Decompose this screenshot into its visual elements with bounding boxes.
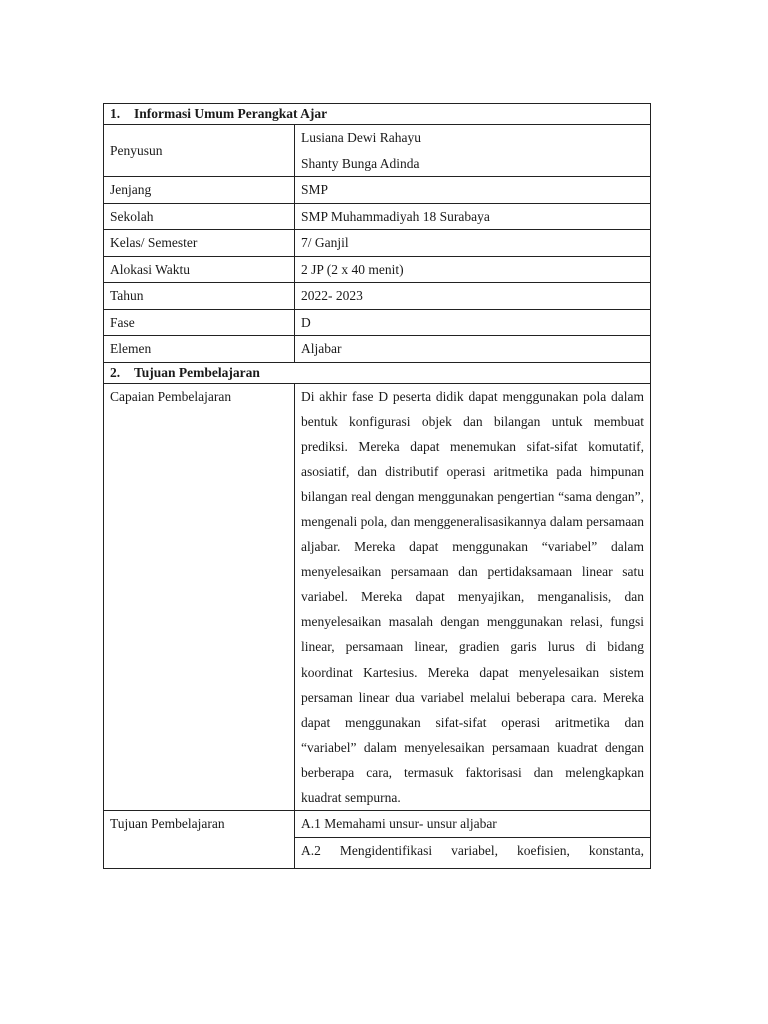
info-value: 7/ Ganjil bbox=[295, 230, 651, 257]
info-value: D bbox=[295, 309, 651, 336]
tujuan-row-1 bbox=[104, 811, 651, 838]
info-value: SMP bbox=[295, 177, 651, 204]
capaian-row bbox=[104, 383, 651, 811]
info-label: Alokasi Waktu bbox=[104, 256, 295, 283]
info-row-jenjang bbox=[104, 177, 651, 204]
info-row-kelas bbox=[104, 230, 651, 257]
section-2-header-row bbox=[104, 362, 651, 383]
capaian-text: Di akhir fase D peserta didik dapat menggunakan pola dalam bentuk konfigurasi objek dan bilangan untuk membuat prediksi. Mereka dapat menemukan sifat-sifat komutatif, asosiatif, dan distributif operasi aritmetika pada himpunan bilangan real dengan menggunakan pengertian “sama dengan”, mengenali pola, dan menggeneralisasikannya dalam persamaan aljabar. Mereka dapat menggunakan “variabel” dalam menyelesaikan persamaan dan pertidaksamaan linear satu variabel. Mereka dapat menyajikan, menganalisis, dan menyelesaikan masalah dengan menggunakan relasi, fungsi linear, persamaan linear, gradien garis lurus di bidang koordinat Kartesius. Mereka dapat menyelesaikan sistem persaman linear dua variabel melalui beberapa cara. Mereka dapat menggunakan sifat-sifat operasi aritmetika dan “variabel” dalam menyelesaikan persamaan kuadrat dengan berberapa cara, termasuk faktorisasi dan melengkapkan kuadrat sempurna. bbox=[295, 383, 651, 811]
info-row-sekolah bbox=[104, 203, 651, 230]
tujuan-label: Tujuan Pembelajaran bbox=[104, 811, 295, 869]
author-name: Shanty Bunga Adinda bbox=[301, 155, 420, 171]
section-2-title: Tujuan Pembelajaran bbox=[134, 364, 260, 380]
capaian-label: Capaian Pembelajaran bbox=[104, 383, 295, 811]
info-label: Sekolah bbox=[104, 203, 295, 230]
info-label: Elemen bbox=[104, 336, 295, 363]
info-label: Fase bbox=[104, 309, 295, 336]
info-row-penyusun bbox=[104, 125, 651, 177]
section-2-header bbox=[104, 362, 651, 383]
info-row-alokasi-waktu bbox=[104, 256, 651, 283]
info-value: 2 JP (2 x 40 menit) bbox=[295, 256, 651, 283]
author-name: Lusiana Dewi Rahayu bbox=[301, 130, 421, 145]
info-value: Aljabar bbox=[295, 336, 651, 363]
section-1-number: 1. bbox=[110, 106, 121, 121]
info-value bbox=[295, 125, 651, 177]
tujuan-item: A.1 Memahami unsur- unsur aljabar bbox=[295, 811, 651, 838]
lesson-plan-table bbox=[103, 103, 651, 869]
tujuan-item: A.2 Mengidentifikasi variabel, koefisien, konstanta, bbox=[295, 837, 651, 868]
info-value: 2022- 2023 bbox=[295, 283, 651, 310]
section-1-header bbox=[104, 104, 651, 125]
section-1-header-row bbox=[104, 104, 651, 125]
info-row-elemen bbox=[104, 336, 651, 363]
info-label: Kelas/ Semester bbox=[104, 230, 295, 257]
info-row-tahun bbox=[104, 283, 651, 310]
section-2-number: 2. bbox=[110, 364, 121, 380]
info-value: SMP Muhammadiyah 18 Surabaya bbox=[295, 203, 651, 230]
info-row-fase bbox=[104, 309, 651, 336]
info-label: Penyusun bbox=[104, 125, 295, 177]
info-label: Tahun bbox=[104, 283, 295, 310]
section-1-title: Informasi Umum Perangkat Ajar bbox=[134, 106, 328, 121]
info-label: Jenjang bbox=[104, 177, 295, 204]
